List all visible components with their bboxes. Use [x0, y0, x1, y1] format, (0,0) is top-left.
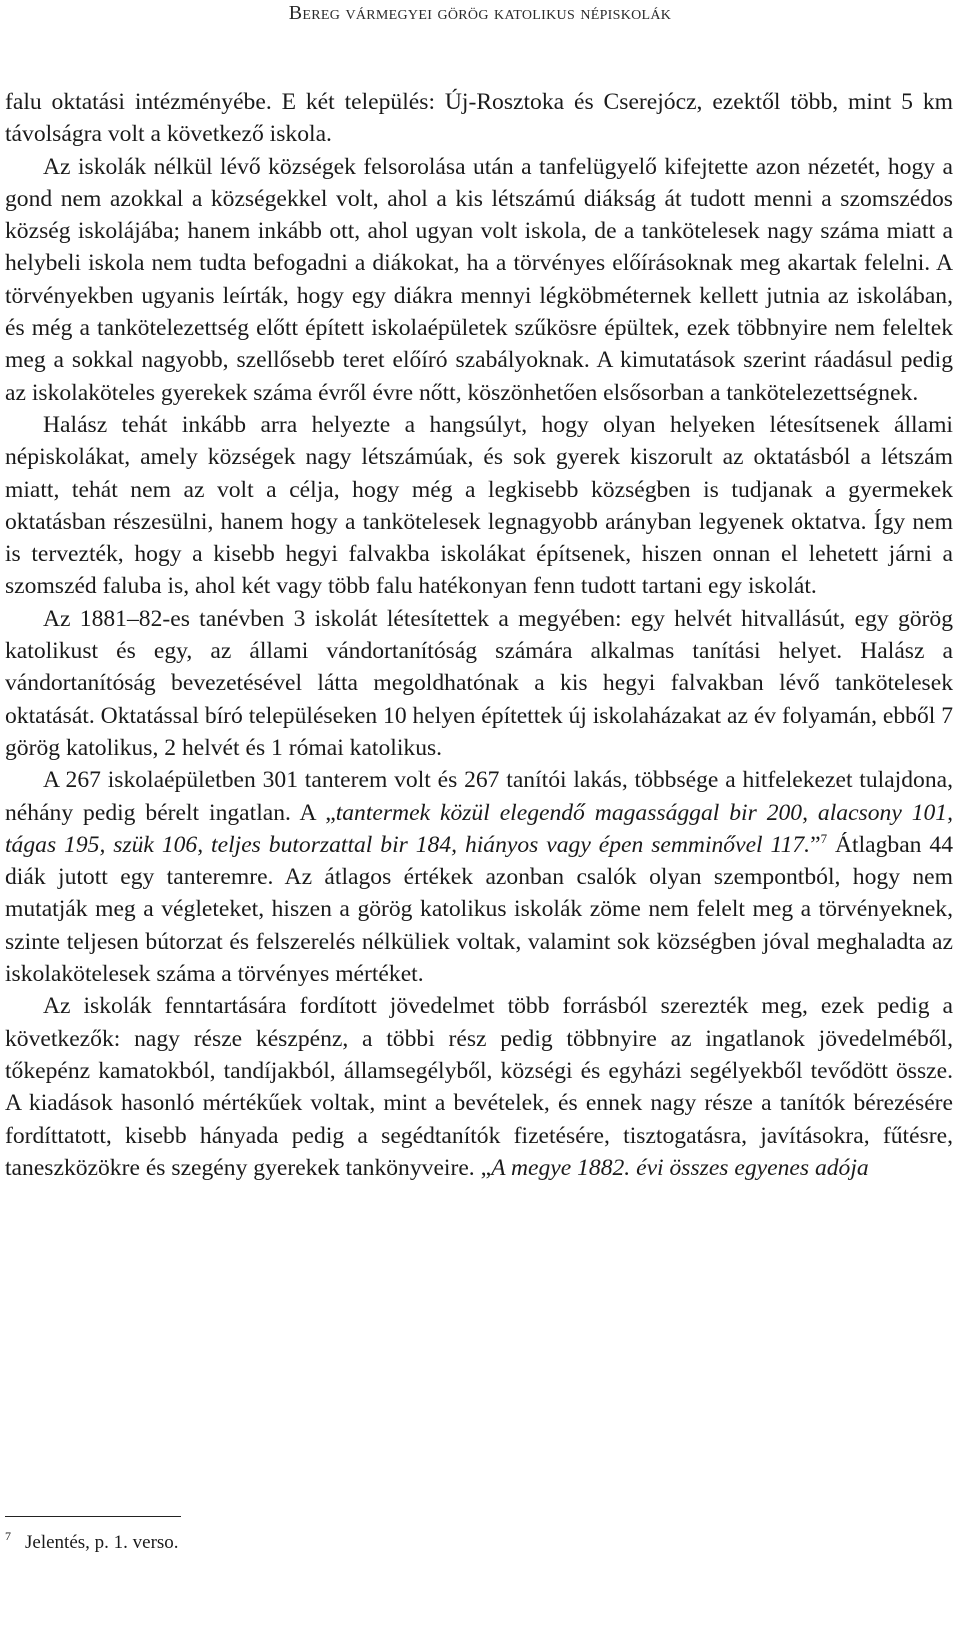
footnote-text: Jelentés, p. 1. verso.: [25, 1532, 179, 1553]
footnote-divider: [5, 1516, 181, 1517]
paragraph-4: Az 1881–82-es tanévben 3 iskolát létesítettek a megyében: egy helvét hitvallásút, egy görög katolikust és egy, az állami vándortanítóság számára alkalmas tanítási helyet. Halász a vándortanítóság bevezetésével látta megoldhatónak a kis hegyi falvakban lévő tankötelesek oktatását. Oktatással bíró településeken 10 helyen építettek új iskolaházakat az év folyamán, ebből 7 görög katolikus, 2 helvét és 1 római katolikus.: [5, 605, 954, 761]
paragraph-5-quote: tantermek közül elegendő magassággal bir 200, alacsony 101, tágas 195, szük 106, teljes butorzattal bir 184, hiányos vagy épen semminővel 117.: [5, 799, 954, 858]
paragraph-5-close-quote: ”: [810, 831, 821, 858]
paragraph-5-text-c: Átlagban 44 diák jutott egy tanteremre. Az átlagos értékek azonban csalók olyan szempontból, hogy nem mutatják meg a végleteket, hiszen a görög katolikus iskolák zöme nem felelt meg a törvényeknek, szinte teljesen bútorzat és felszerelés nélküliek voltak, valamint sok községben jóval meghaladta az iskolakötelesek száma a törvényes mértéket.: [5, 831, 953, 988]
paragraph-6-quote: A megye 1882. évi összes egyenes adója: [491, 1154, 869, 1181]
footnote-reference[interactable]: 7: [820, 830, 828, 846]
paragraph-6-text-a: Az iskolák fenntartására fordított jövedelmet több forrásból szerezték meg, ezek pedig a következők: nagy része készpénz, a többi rész pedig többnyire az ingatlanok jövedelméből, tőkepénz kamatokból, tandíjakból, államsegélyből, községi és egyházi segélyekből tevődött össze. A kiadások hasonló mértékűek voltak, mint a bevételek, és ennek nagy része a tanítók bérezésére fordíttatott, kisebb hányada pedig a segédtanítók fizetésére, tisztogatásra, javításokra, fűtésre, taneszközökre és szegény gyerekek tankönyveire. „: [5, 993, 953, 1181]
paragraph-5: [5, 764, 953, 990]
paragraph-1: falu oktatási intézményébe. E két település: Új-Rosztoka és Cserejócz, ezektől több, mint 5 km távolságra volt a következő iskola.: [5, 89, 953, 148]
paragraph-3: Halász tehát inkább arra helyezte a hangsúlyt, hogy olyan helyeken létesítsenek állami népiskolákat, amely községek nagy létszámúak, és sok gyerek kiszorult az oktatásból a létszám miatt, tehát nem az volt a célja, hogy még a legkisebb községben is tudjanak a gyermekek oktatásban részesülni, hanem hogy a tankötelesek legnagyobb arányban legyenek oktatva. Így nem is tervezték, hogy a kisebb hegyi falvakba iskolákat építsenek, hiszen onnan el lehetett járni a szomszéd faluba is, ahol két vagy több falu hatékonyan fenn tudott tartani egy iskolát.: [5, 411, 953, 600]
paragraph-6: [5, 990, 953, 1184]
running-header: Bereg vármegyei görög katolikus népiskolák: [288, 2, 672, 24]
paragraph-2: Az iskolák nélkül lévő községek felsorolása után a tanfelügyelő kifejtette azon nézetét, hogy a gond nem azokkal a községekkel volt, ahol a kis létszámú diákság át tudott menni a szomszédos község iskolájába; hanem inkább ott, ahol ugyan volt iskola, de a tankötelesek nagy száma miatt a helybeli iskola nem tudta befogadni a diákokat, ha a törvényes előírásoknak meg akartak felelni. A törvényekben ugyanis leírták, hogy egy diákra mennyi légköbméternek kellett jutnia az iskolában, és még a tankötelezettség előtt épített iskolaépületek szűkösre épültek, ezek többnyire nem feleltek meg a sokkal nagyobb, szellősebb teret előíró szabályoknak. A kimutatások szerint ráadásul pedig az iskolaköteles gyerekek száma évről évre nőtt, köszönhetően elsősorban a tankötelezettségnek.: [5, 153, 953, 406]
body-text: [5, 86, 953, 1184]
footnote-7: [5, 1530, 905, 1556]
paragraph-5-text-a: A 267 iskolaépületben 301 tanterem volt és 267 tanítói lakás, többsége a hitfelekezet tulajdona, néhány pedig bérelt ingatlan. A „: [5, 767, 953, 826]
footnote-mark: 7: [5, 1529, 11, 1543]
